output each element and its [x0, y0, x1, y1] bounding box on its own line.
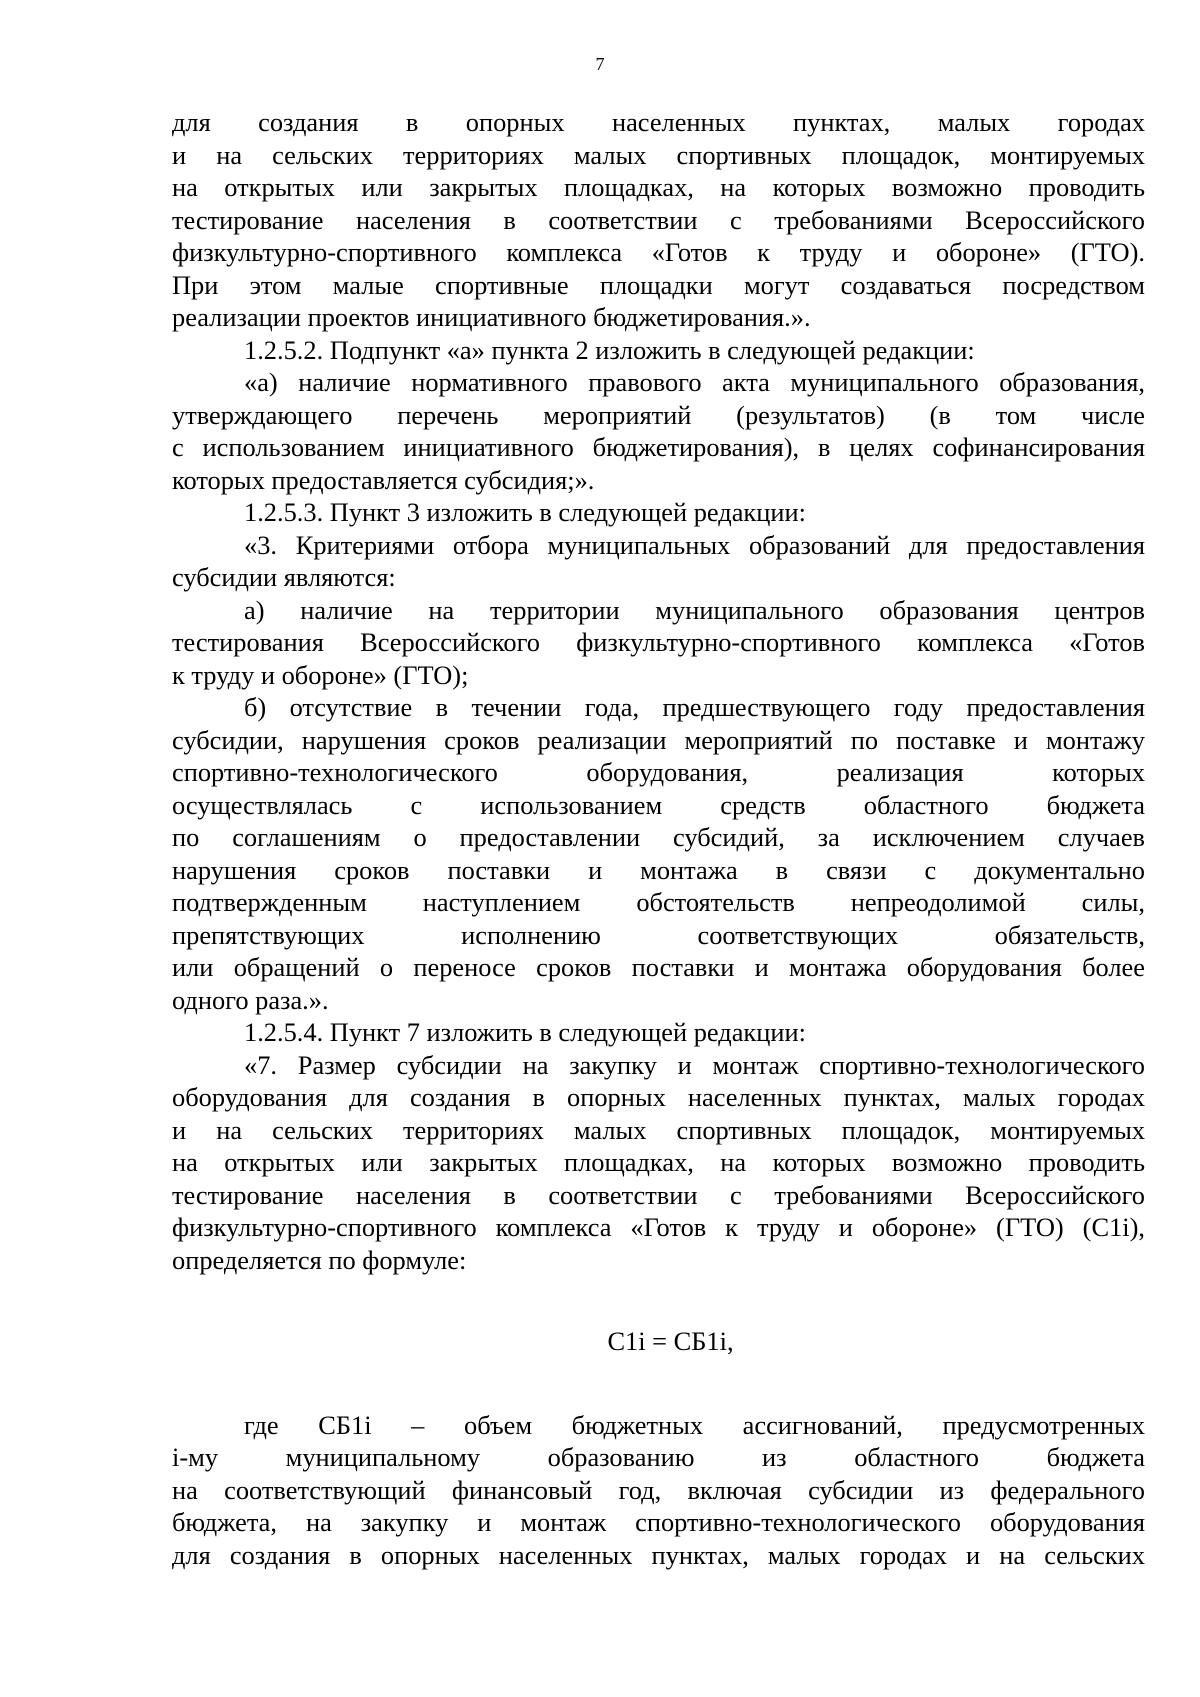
- text-line: реализации проектов инициативного бюджетирования.».: [172, 302, 811, 332]
- text-line: «3. Критериями отбора муниципальных образований для предоставления: [244, 529, 1145, 560]
- text-line: с использованием инициативного бюджетирования), в целях софинансирования: [172, 432, 1145, 462]
- text-line: для создания в опорных населенных пунктах, малых городах и на сельских: [172, 1539, 1145, 1570]
- text-line: на открытых или закрытых площадках, на которых возможно проводить: [172, 172, 1145, 202]
- document-text-before-formula: [172, 106, 1145, 1276]
- text-line: нарушения сроков поставки и монтажа в связи с документально: [172, 854, 1145, 885]
- text-line: определяется по формуле:: [172, 1244, 467, 1275]
- document-body: [172, 106, 1145, 1571]
- text-line: физкультурно-спортивного комплекса «Готов к труду и обороне» (ГТО) (C1i),: [172, 1212, 1145, 1242]
- text-line: б) отсутствие в течении года, предшествующего году предоставления: [244, 692, 1145, 722]
- text-line: 1.2.5.2. Подпункт «а» пункта 2 изложить в следующей редакции:: [244, 334, 975, 365]
- text-line: тестирования Всероссийского физкультурно-спортивного комплекса «Готов: [172, 627, 1145, 657]
- text-line: При этом малые спортивные площадки могут создаваться посредством: [172, 269, 1145, 300]
- text-line: «7. Размер субсидии на закупку и монтаж спортивно-технологического: [244, 1049, 1145, 1080]
- text-line: для создания в опорных населенных пунктах, малых городах: [172, 107, 1145, 137]
- page-number: 7: [595, 54, 605, 74]
- text-line: утверждающего перечень мероприятий (результатов) (в том числе: [172, 399, 1145, 430]
- text-line: подтвержденным наступлением обстоятельств непреодолимой силы,: [172, 887, 1145, 917]
- text-line: на соответствующий финансовый год, включая субсидии из федерального: [172, 1474, 1145, 1505]
- text-line: тестирование населения в соответствии с требованиями Всероссийского: [172, 204, 1145, 235]
- text-line: тестирование населения в соответствии с требованиями Всероссийского: [172, 1179, 1145, 1210]
- text-line: 1.2.5.4. Пункт 7 изложить в следующей редакции:: [244, 1017, 806, 1047]
- text-line: и на сельских территориях малых спортивных площадок, монтируемых: [172, 139, 1145, 170]
- text-line: по соглашениям о предоставлении субсидий, за исключением случаев: [172, 822, 1145, 852]
- text-line: «а) наличие нормативного правового акта муниципального образования,: [244, 367, 1145, 397]
- text-line: где СБ1i – объем бюджетных ассигнований, предусмотренных: [244, 1409, 1145, 1440]
- text-line: препятствующих исполнению соответствующих обязательств,: [172, 919, 1145, 950]
- text-line: i-му муниципальному образованию из областного бюджета: [172, 1442, 1145, 1472]
- text-line: и на сельских территориях малых спортивных площадок, монтируемых: [172, 1114, 1145, 1145]
- text-line: физкультурно-спортивного комплекса «Готов к труду и обороне» (ГТО).: [172, 237, 1145, 267]
- document-text-after-formula: [172, 1409, 1145, 1572]
- text-line: осуществлялась с использованием средств областного бюджета: [172, 789, 1145, 820]
- text-line: которых предоставляется субсидия;».: [172, 464, 595, 495]
- text-line: на открытых или закрытых площадках, на которых возможно проводить: [172, 1147, 1145, 1177]
- text-line: а) наличие на территории муниципального образования центров: [244, 594, 1145, 625]
- text-line: оборудования для создания в опорных населенных пунктах, малых городах: [172, 1082, 1145, 1112]
- text-line: спортивно-технологического оборудования, реализация которых: [172, 757, 1145, 787]
- text-line: субсидии являются:: [172, 562, 396, 592]
- text-line: к труду и обороне» (ГТО);: [172, 659, 469, 690]
- text-line: бюджета, на закупку и монтаж спортивно-технологического оборудования: [172, 1507, 1145, 1537]
- text-line: 1.2.5.3. Пункт 3 изложить в следующей редакции:: [244, 497, 806, 527]
- text-line: субсидии, нарушения сроков реализации мероприятий по поставке и монтажу: [172, 724, 1145, 755]
- text-line: одного раза.».: [172, 984, 329, 1015]
- text-line: или обращений о переносе сроков поставки и монтажа оборудования более: [172, 952, 1145, 982]
- formula: C1i = СБ1i,: [607, 1326, 734, 1356]
